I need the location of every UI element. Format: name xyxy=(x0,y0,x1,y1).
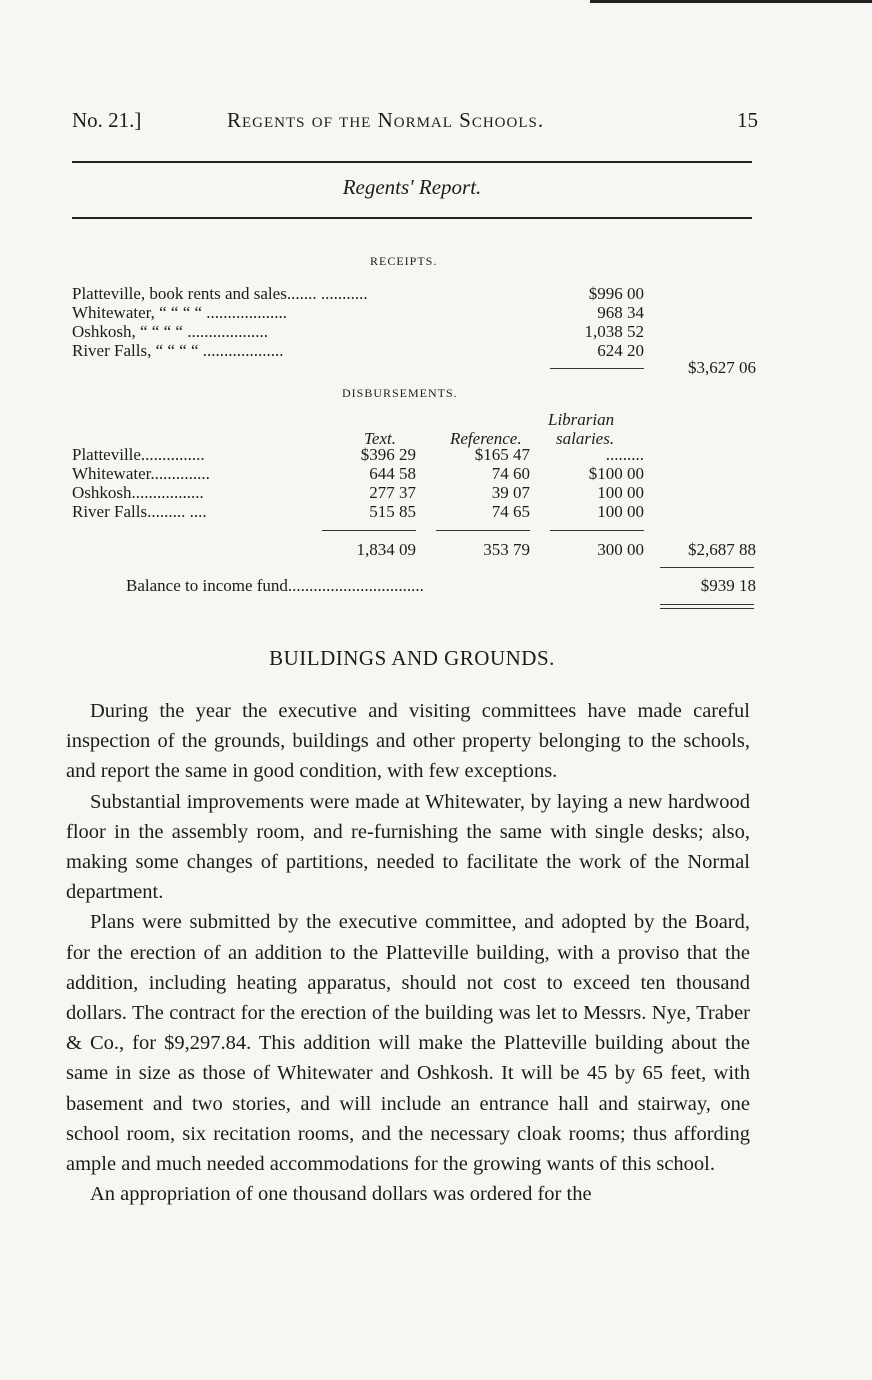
salaries-sum-rule xyxy=(550,530,644,531)
receipt-amount: 1,038 52 xyxy=(584,322,644,341)
page-header xyxy=(72,108,760,134)
disbursement-label: Platteville............... xyxy=(72,445,205,464)
receipts-total: $3,627 06 xyxy=(688,358,756,377)
receipt-label: Platteville, book rents and sales....... ........... xyxy=(72,284,368,303)
disbursement-reference: 74 60 xyxy=(491,464,530,483)
subtitle-rule xyxy=(72,217,752,219)
receipt-amount: 624 20 xyxy=(597,341,644,360)
body-text xyxy=(66,696,750,1209)
page-number: 15 xyxy=(737,108,758,132)
running-title: Regents of the Normal Schools. xyxy=(227,108,545,132)
text-sum-rule xyxy=(322,530,416,531)
text-total: 1,834 09 xyxy=(356,540,416,559)
top-edge-bar xyxy=(590,0,872,3)
disbursement-salaries: 100 00 xyxy=(597,483,644,502)
reference-total: 353 79 xyxy=(483,540,530,559)
balance-double-rule-2 xyxy=(660,608,754,609)
salaries-total: 300 00 xyxy=(597,540,644,559)
disbursement-salaries: $100 00 xyxy=(588,464,644,483)
disbursement-salaries: ......... xyxy=(605,445,644,464)
paragraph: Substantial improvements were made at Whitewater, by laying a new hardwood floor in the assembly room, and re-furnishing the same with single desks; also, making some changes of partitions, needed to facilitate the work of the Normal department. xyxy=(66,790,750,904)
disbursement-text: 277 37 xyxy=(369,483,416,502)
balance-double-rule-1 xyxy=(660,604,754,605)
document-number: No. 21.] xyxy=(72,108,142,132)
column-header-salaries: salaries. xyxy=(556,429,615,448)
report-subtitle: Regents' Report. xyxy=(342,175,482,199)
header-rule xyxy=(72,161,752,163)
disbursement-label: Oshkosh................. xyxy=(72,483,204,502)
balance-label: Balance to income fund................................ xyxy=(126,576,424,595)
disbursement-reference: $165 47 xyxy=(474,445,530,464)
disbursement-text: 515 85 xyxy=(369,502,416,521)
disbursement-salaries: 100 00 xyxy=(597,502,644,521)
paragraph: During the year the executive and visiting committees have made careful inspection of the grounds, buildings and other property belonging to the schools, and report the same in good condition, with few exceptions. xyxy=(66,700,750,783)
disbursement-label: Whitewater.............. xyxy=(72,464,210,483)
receipt-amount: 968 34 xyxy=(597,303,644,322)
receipt-label: River Falls, “ “ “ “ ................... xyxy=(72,341,284,360)
balance-amount: $939 18 xyxy=(700,576,756,595)
receipt-amount: $996 00 xyxy=(588,284,644,303)
column-header-reference: Reference. xyxy=(450,429,522,448)
grand-total-rule xyxy=(660,567,754,568)
receipts-sum-rule xyxy=(550,368,644,369)
receipts-heading: RECEIPTS. xyxy=(370,254,438,268)
disbursement-text: $396 29 xyxy=(360,445,416,464)
disbursement-label: River Falls......... .... xyxy=(72,502,207,521)
disbursements-grand-total: $2,687 88 xyxy=(688,540,756,559)
column-header-text: Text. xyxy=(364,429,396,448)
paragraph: Plans were submitted by the executive committee, and adopted by the Board, for the erection of an addition to the Platteville building, with a proviso that the addition, including heating apparatus, should not cost to exceed ten thousand dollars. The contract for the erection of the building was let to Messrs. Nye, Traber & Co., for $9,297.84. This addition will make the Platteville building about the same in size as those of Whitewater and Oshkosh. It will be 45 by 65 feet, with basement and two stories, and will include an entrance hall and stairway, one school room, six recitation rooms, and the necessary cloak rooms; thus affording ample and much needed accommodations for the growing wants of this school. xyxy=(66,911,750,1176)
column-header-librarian: Librarian xyxy=(548,410,615,429)
disbursement-text: 644 58 xyxy=(369,464,416,483)
reference-sum-rule xyxy=(436,530,530,531)
receipt-label: Whitewater, “ “ “ “ ................... xyxy=(72,303,288,322)
disbursement-reference: 39 07 xyxy=(491,483,530,502)
disbursements-heading: DISBURSEMENTS. xyxy=(342,386,458,400)
receipt-label: Oshkosh, “ “ “ “ ................... xyxy=(72,322,268,341)
section-title: BUILDINGS AND GROUNDS. xyxy=(269,646,555,670)
disbursement-reference: 74 65 xyxy=(491,502,530,521)
paragraph: An appropriation of one thousand dollars was ordered for the xyxy=(90,1183,592,1206)
